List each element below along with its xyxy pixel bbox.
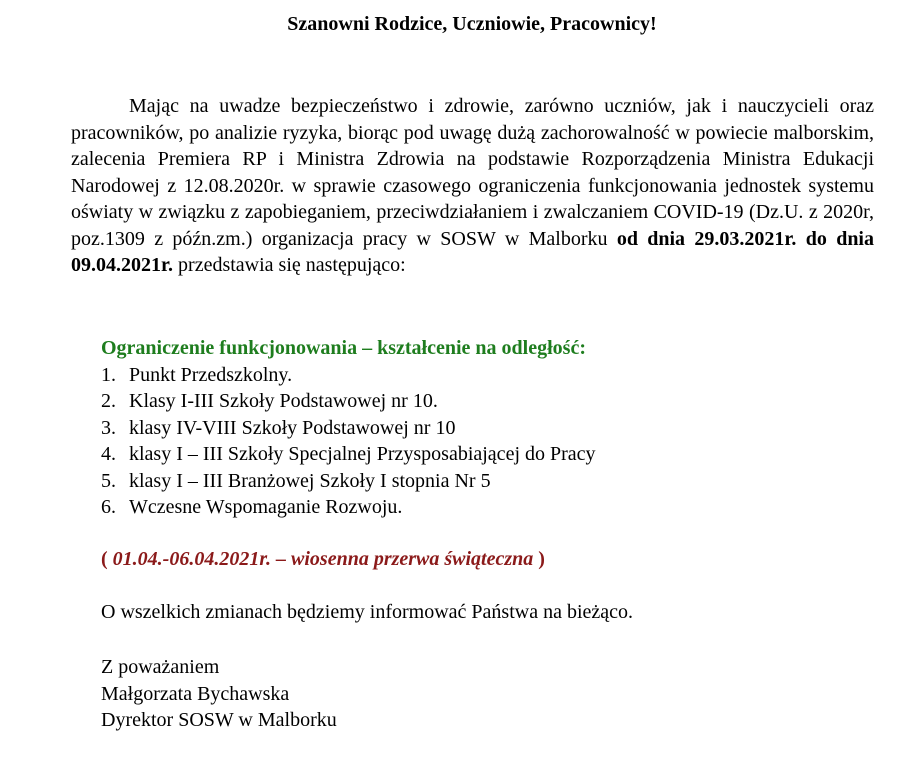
list-item	[101, 468, 596, 494]
list-item	[101, 441, 596, 467]
signature-block	[101, 654, 337, 734]
holiday-open-paren: (	[101, 548, 113, 570]
list-number: 1.	[101, 364, 116, 386]
list-item	[101, 388, 596, 414]
intro-paragraph-text: Mając na uwadze bezpieczeństwo i zdrowie, zarówno uczniów, jak i nauczycieli oraz pracowników, po analizie ryzyka, biorąc pod uwagę dużą zachorowalność w powiecie malborskim, zalecenia Premiera RP i Ministra Zdrowia na podstawie Rozporządzenia Ministra Edukacji Narodowej z 12.08.2020r. w sprawie czasowego ograniczenia funkcjonowania jednostek systemu oświaty w związku z zapobieganiem, przeciwdziałaniem i zwalczaniem COVID-19 (Dz.U. z 2020r, poz.1309 z późn.zm.) organizacja pracy w SOSW w Malborku	[71, 95, 874, 250]
list-item	[101, 362, 596, 388]
signature-position: Dyrektor SOSW w Malborku	[101, 709, 337, 731]
list-number: 2.	[101, 390, 116, 413]
list-number: 4.	[101, 443, 116, 466]
intro-paragraph	[71, 93, 874, 279]
list-text: Klasy I-III Szkoły Podstawowej nr 10.	[129, 390, 438, 413]
signature-name: Małgorzata Bychawska	[101, 682, 290, 705]
list-number: 6.	[101, 496, 116, 519]
date-range: od dnia 29.03.2021r. do dnia 09.04.2021r.	[71, 227, 874, 276]
holiday-note	[101, 546, 545, 572]
list-text: Punkt Przedszkolny.	[129, 364, 293, 386]
list-text: klasy I – III Branżowej Szkoły I stopnia Nr 5	[129, 469, 491, 492]
list-text: klasy IV-VIII Szkoły Podstawowej nr 10	[129, 416, 456, 439]
list-text: klasy I – III Szkoły Specjalnej Przysposabiającej do Pracy	[129, 443, 596, 466]
list-item	[101, 494, 596, 520]
list-number: 5.	[101, 469, 116, 492]
unit-list	[101, 362, 596, 520]
document-title: Szanowni Rodzice, Uczniowie, Pracownicy!	[287, 13, 657, 35]
list-number: 3.	[101, 416, 116, 439]
restriction-heading: Ograniczenie funkcjonowania – kształcenie na odległość:	[101, 337, 586, 359]
holiday-text: 01.04.-06.04.2021r. – wiosenna przerwa świąteczna	[112, 548, 534, 570]
signature-closing: Z poważaniem	[101, 656, 220, 678]
holiday-close-paren: )	[533, 548, 545, 570]
list-text: Wczesne Wspomaganie Rozwoju.	[129, 496, 403, 519]
info-line: O wszelkich zmianach będziemy informować Państwa na bieżąco.	[101, 601, 634, 623]
list-item	[101, 415, 596, 441]
intro-paragraph-tail: przedstawia się następująco:	[173, 254, 406, 276]
